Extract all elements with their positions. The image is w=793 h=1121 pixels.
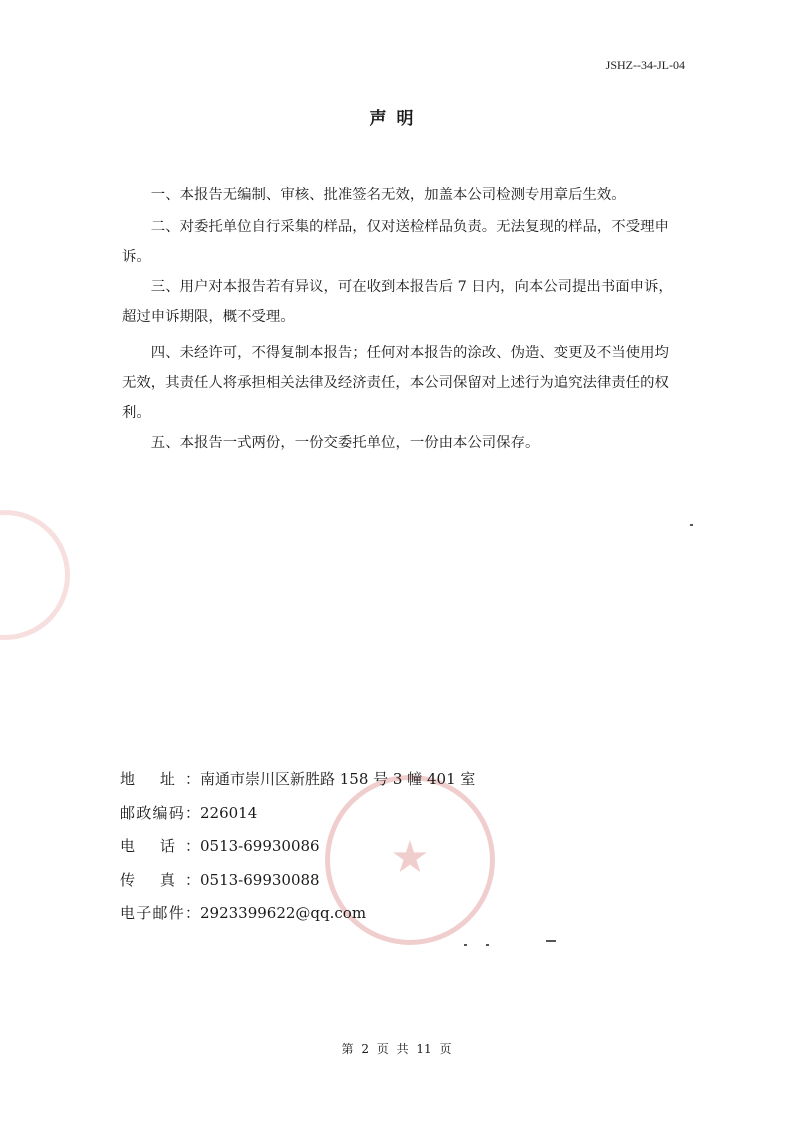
scan-speck [546, 940, 556, 942]
contact-block [120, 763, 475, 931]
seal-star-icon: ★ [390, 831, 430, 883]
phone-row [120, 830, 475, 864]
email-value: 2923399622@qq.com [200, 904, 367, 922]
statement-item-5: 五、本报告一式两份，一份交委托单位，一份由本公司保存。 [150, 435, 540, 451]
document-code: JSHZ--34-JL-04 [605, 58, 685, 72]
postcode-value: 226014 [200, 803, 258, 822]
scan-speck [690, 524, 693, 526]
address-value: 南通市崇川区新胜路 158 号 3 幢 401 室 [200, 770, 476, 788]
phone-label: 电 话： [120, 837, 200, 855]
address-label: 地 址： [120, 770, 200, 788]
page-number: 第 2 页 共 11 页 [341, 1042, 452, 1056]
postcode-label: 邮政编码： [120, 803, 200, 822]
statement-item-4: 四、未经许可，不得复制本报告；任何对本报告的涂改、伪造、变更及不当使用均无效，其责任人将承担相关法律及经济责任，本公司保留对上述行为追究法律责任的权利。 [122, 345, 669, 421]
statement-item-2: 二、对委托单位自行采集的样品，仅对送检样品负责。无法复现的样品，不受理申诉。 [122, 219, 669, 265]
page-title: 声明 [369, 109, 424, 129]
email-row [120, 897, 475, 931]
statement-item-3: 三、用户对本报告若有异议，可在收到本报告后 7 日内，向本公司提出书面申诉，超过申诉期限，概不受理。 [122, 279, 673, 325]
fax-label: 传 真： [120, 870, 200, 889]
fax-row [120, 864, 475, 898]
phone-value: 0513-69930086 [200, 837, 320, 855]
statement-item-1: 一、本报告无编制、审核、批准签名无效，加盖本公司检测专用章后生效。 [150, 187, 626, 203]
email-label: 电子邮件： [120, 904, 200, 922]
scan-speck [486, 944, 489, 946]
address-row [120, 763, 475, 797]
scan-speck [464, 944, 467, 946]
postcode-row [120, 797, 475, 831]
partial-seal-stamp [0, 510, 70, 640]
fax-value: 0513-69930088 [200, 870, 320, 889]
